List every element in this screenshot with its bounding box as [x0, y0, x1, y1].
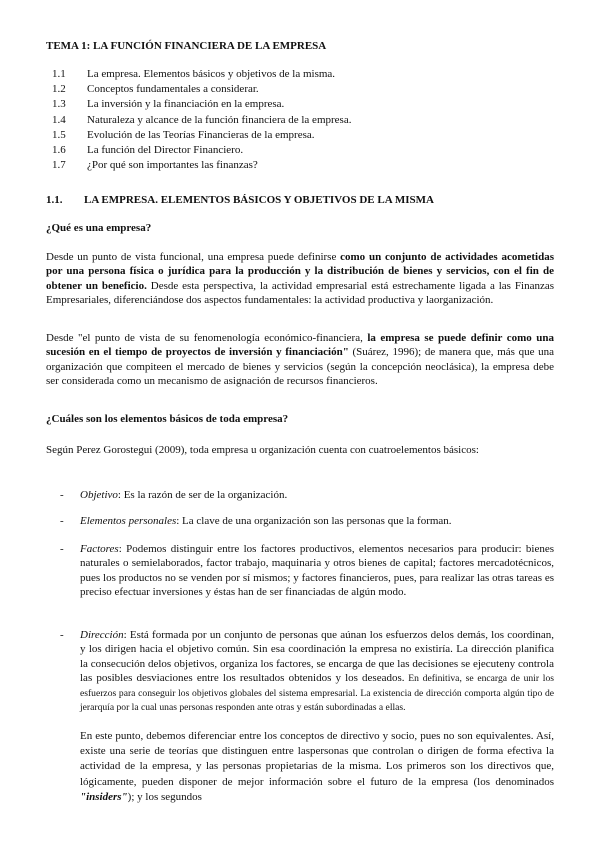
list-item: - Elementos personales: La clave de una organización son las personas que la forman. [60, 515, 452, 527]
table-of-contents [52, 67, 351, 173]
section-heading: 1.1. LA EMPRESA. ELEMENTOS BÁSICOS Y OBJETIVOS DE LA MISMA [46, 194, 434, 206]
paragraph-intro-elements: Según Perez Gorostegui (2009), toda empresa u organización cuenta con cuatroelementos básicos: [46, 444, 479, 456]
elements-list [60, 542, 554, 600]
toc-item: 1.7 ¿Por qué son importantes las finanzas? [52, 159, 258, 172]
list-item: - Factores: Podemos distinguir entre los factores productivos, elementos necesarios para producir: bienes naturales o semielaborados, factor trabajo, maquinaria y otros bienes de capital; factores mercadotécnicos, pues los productos no se venden por sí mismos; y factores financieros, pues, para realizar las otras tareas es preciso efectuar inversiones y éstas han de ser financiadas de algún modo. [60, 543, 554, 599]
elements-list [60, 514, 554, 528]
toc-item: 1.6 La función del Director Financiero. [52, 144, 244, 157]
toc-item: 1.1 La empresa. Elementos básicos y objetivos de la misma. [52, 68, 336, 80]
question-heading: ¿Cuáles son los elementos básicos de toda empresa? [46, 413, 289, 425]
elements-list [60, 628, 554, 714]
paragraph-directivo-socio: En este punto, debemos diferenciar entre los conceptos de directivo y socio, pues no son equivalentes. Así, existe una serie de teorías que distinguen entre laspersonas que controlan o dirigen de forma efectiva la actividad de la empresa, y las personas propietarias de la misma. Los primeros son los directivos que, lógicamente, pueden disponer de mejor información sobre el futuro de la empresa (los denominados "insiders"); y los segundos [80, 730, 554, 803]
toc-item: 1.4 Naturaleza y alcance de la función financiera de la empresa. [52, 113, 352, 126]
toc-item: 1.5 Evolución de las Teorías Financieras de la empresa. [52, 128, 315, 141]
question-heading: ¿Qué es una empresa? [46, 222, 152, 234]
paragraph-definition: Desde un punto de vista funcional, una empresa puede definirse como un conjunto de actividades acometidas por una persona física o jurídica para la producción y la distribución de bienes y servicios, con el fin de obtener un beneficio. Desde esta perspectiva, la actividad empresarial está estrechamente ligada a las Finanzas Empresariales, diferenciándose dos aspectos fundamentales: la actividad productiva y laorganización. [46, 251, 554, 307]
toc-item: 1.3 La inversión y la financiación en la empresa. [52, 98, 285, 111]
toc-item: 1.2 Conceptos fundamentales a considerar. [52, 83, 259, 96]
list-item: - Dirección: Está formada por un conjunto de personas que aúnan los esfuerzos delos demás, los coordinan, y los dirigen hacia el objetivo común. Sin esa coordinación la empresa no existiría. La dirección planifica la consecución delos objetivos, organiza los factores, se encarga de que las decisiones se ejecuteny controla las posibles desviaciones entre los resultados obtenidos y los deseados. En definitiva, se encarga de unir los esfuerzos para conseguir los objetivos globales del sistema empresarial. La existencia de dirección comporta algún tipo de jerarquía por la cual unas personas responden ante otras y están subordinadas a ellas. [60, 629, 554, 714]
list-item: - Objetivo: Es la razón de ser de la organización. [60, 489, 288, 501]
elements-list [60, 488, 554, 502]
paragraph-financial-view: Desde "el punto de vista de su fenomenología económico-financiera, la empresa se puede definir como una sucesión en el tiempo de proyectos de inversión y financiación" (Suárez, 1996); de manera que, más que una organización que compiteen el mercado de bienes y servicios (según la concepción neoclásica), la empresa debe ser considerada como un mecanismo de asignación de recursos financieros. [46, 332, 554, 388]
document-title: TEMA 1: LA FUNCIÓN FINANCIERA DE LA EMPRESA [46, 40, 327, 52]
